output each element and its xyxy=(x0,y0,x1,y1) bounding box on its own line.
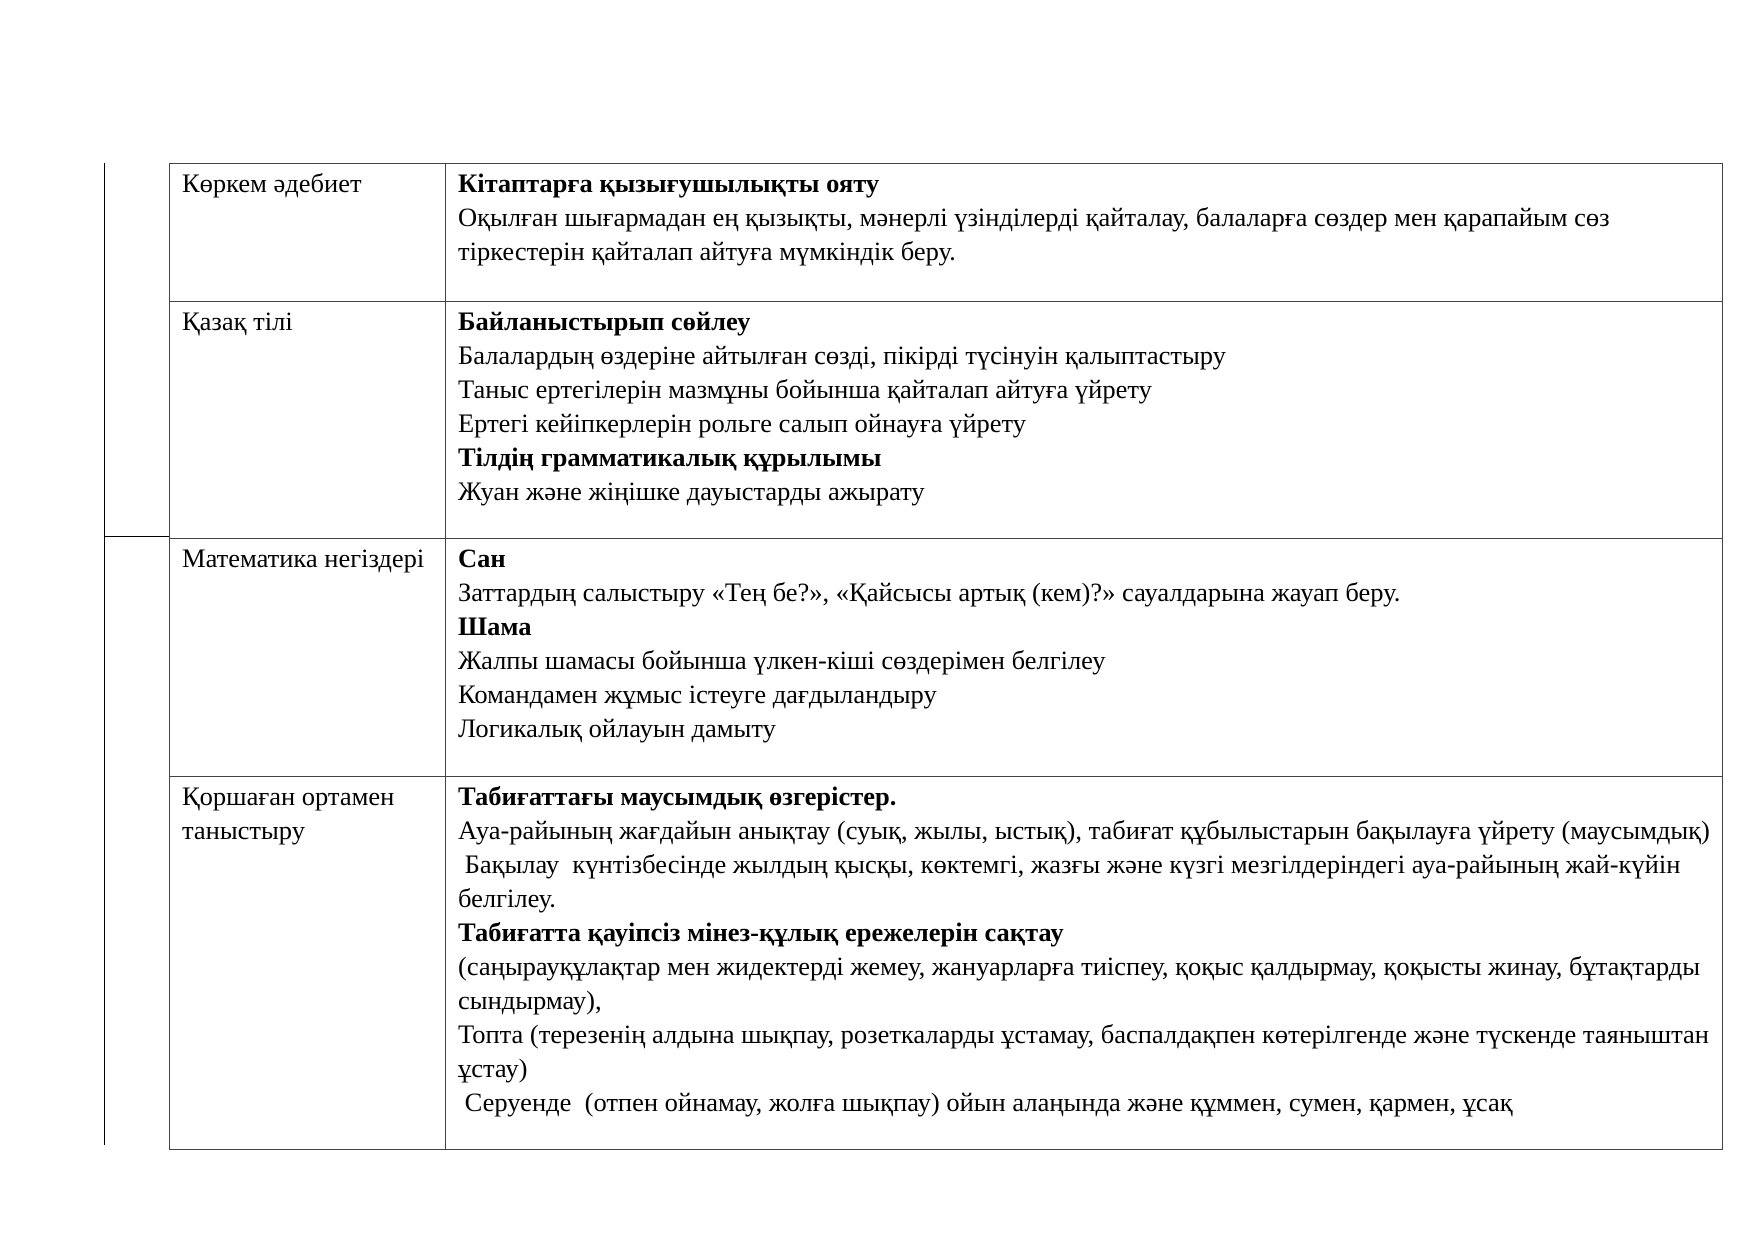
outer-row-divider xyxy=(104,536,170,537)
content-text: (саңырауқұлақтар мен жидектерді жемеу, жануарларға тиіспеу, қоқыс қалдырмау, қоқысты жинау, бұтақтарды сындырмау), xyxy=(458,951,1701,1015)
content-cell xyxy=(446,164,1723,302)
subject-cell xyxy=(170,164,446,302)
curriculum-table xyxy=(169,163,1723,1150)
content-text: Жуан және жіңішке дауыстарды ажырату xyxy=(458,476,925,506)
section-heading: Сан xyxy=(458,543,506,573)
subject-cell xyxy=(170,777,446,1150)
content-cell xyxy=(446,777,1723,1150)
subject-label: Математика негіздері xyxy=(182,543,425,573)
content-cell xyxy=(446,539,1723,777)
subject-cell xyxy=(170,539,446,777)
section-heading: Байланыстырып сөйлеу xyxy=(458,306,751,336)
subject-cell xyxy=(170,302,446,539)
content-text: Логикалық ойлауын дамыту xyxy=(458,713,776,743)
subject-label: Көркем әдебиет xyxy=(182,168,362,198)
content-text: Ертегі кейіпкерлерін рольге салып ойнауға үйрету xyxy=(458,408,1027,438)
content-text: Серуенде (отпен ойнамау, жолға шықпау) ойын алаңында және құммен, сумен, қармен, ұсақ xyxy=(458,1087,1513,1117)
content-text: Топта (терезенің алдына шықпау, розеткаларды ұстамау, баспалдақпен көтерілгенде және түскенде таяныштан ұстау) xyxy=(458,1019,1709,1083)
section-heading: Тілдің грамматикалық құрылымы xyxy=(458,442,882,472)
content-text: Ауа-райының жағдайын анықтау (суық, жылы, ыстық), табиғат құбылыстарын бақылауға үйрету (маусымдық) xyxy=(458,815,1710,845)
content-text: Командамен жұмыс істеуге дағдыландыру xyxy=(458,679,937,709)
section-heading: Табиғаттағы маусымдық өзгерістер. xyxy=(458,781,897,811)
table-row xyxy=(170,777,1723,1150)
content-text: Балалардың өздеріне айтылған сөзді, пікірді түсінуін қалыптастыру xyxy=(458,340,1226,370)
content-text: Заттардың салыстыру «Тең бе?», «Қайсысы артық (кем)?» сауалдарына жауап беру. xyxy=(458,577,1401,607)
subject-label: Қазақ тілі xyxy=(182,306,293,336)
content-cell xyxy=(446,302,1723,539)
content-text: Таныс ертегілерін мазмұны бойынша қайталап айтуға үйрету xyxy=(458,374,1152,404)
content-text: Оқылған шығармадан ең қызықты, мәнерлі үзінділерді қайталау, балаларға сөздер мен қарапайым сөз тіркестерін қайталап айтуға мүмкіндік беру. xyxy=(458,202,1610,266)
content-text: Бақылау күнтізбесінде жылдың қысқы, көктемгі, жазғы және күзгі мезгілдеріндегі ауа-райының жай-күйін белгілеу. xyxy=(458,849,1688,913)
section-heading: Табиғатта қауіпсіз мінез-құлық ережелерін сақтау xyxy=(458,917,1064,947)
outer-left-border xyxy=(104,163,105,1145)
subject-label: Қоршаған ортамен таныстыру xyxy=(182,781,395,845)
section-heading: Кітаптарға қызығушылықты ояту xyxy=(458,168,880,198)
content-text: Жалпы шамасы бойынша үлкен-кіші сөздерімен белгілеу xyxy=(458,645,1106,675)
table-row xyxy=(170,539,1723,777)
section-heading: Шама xyxy=(458,611,532,641)
table-row xyxy=(170,302,1723,539)
table-row xyxy=(170,164,1723,302)
